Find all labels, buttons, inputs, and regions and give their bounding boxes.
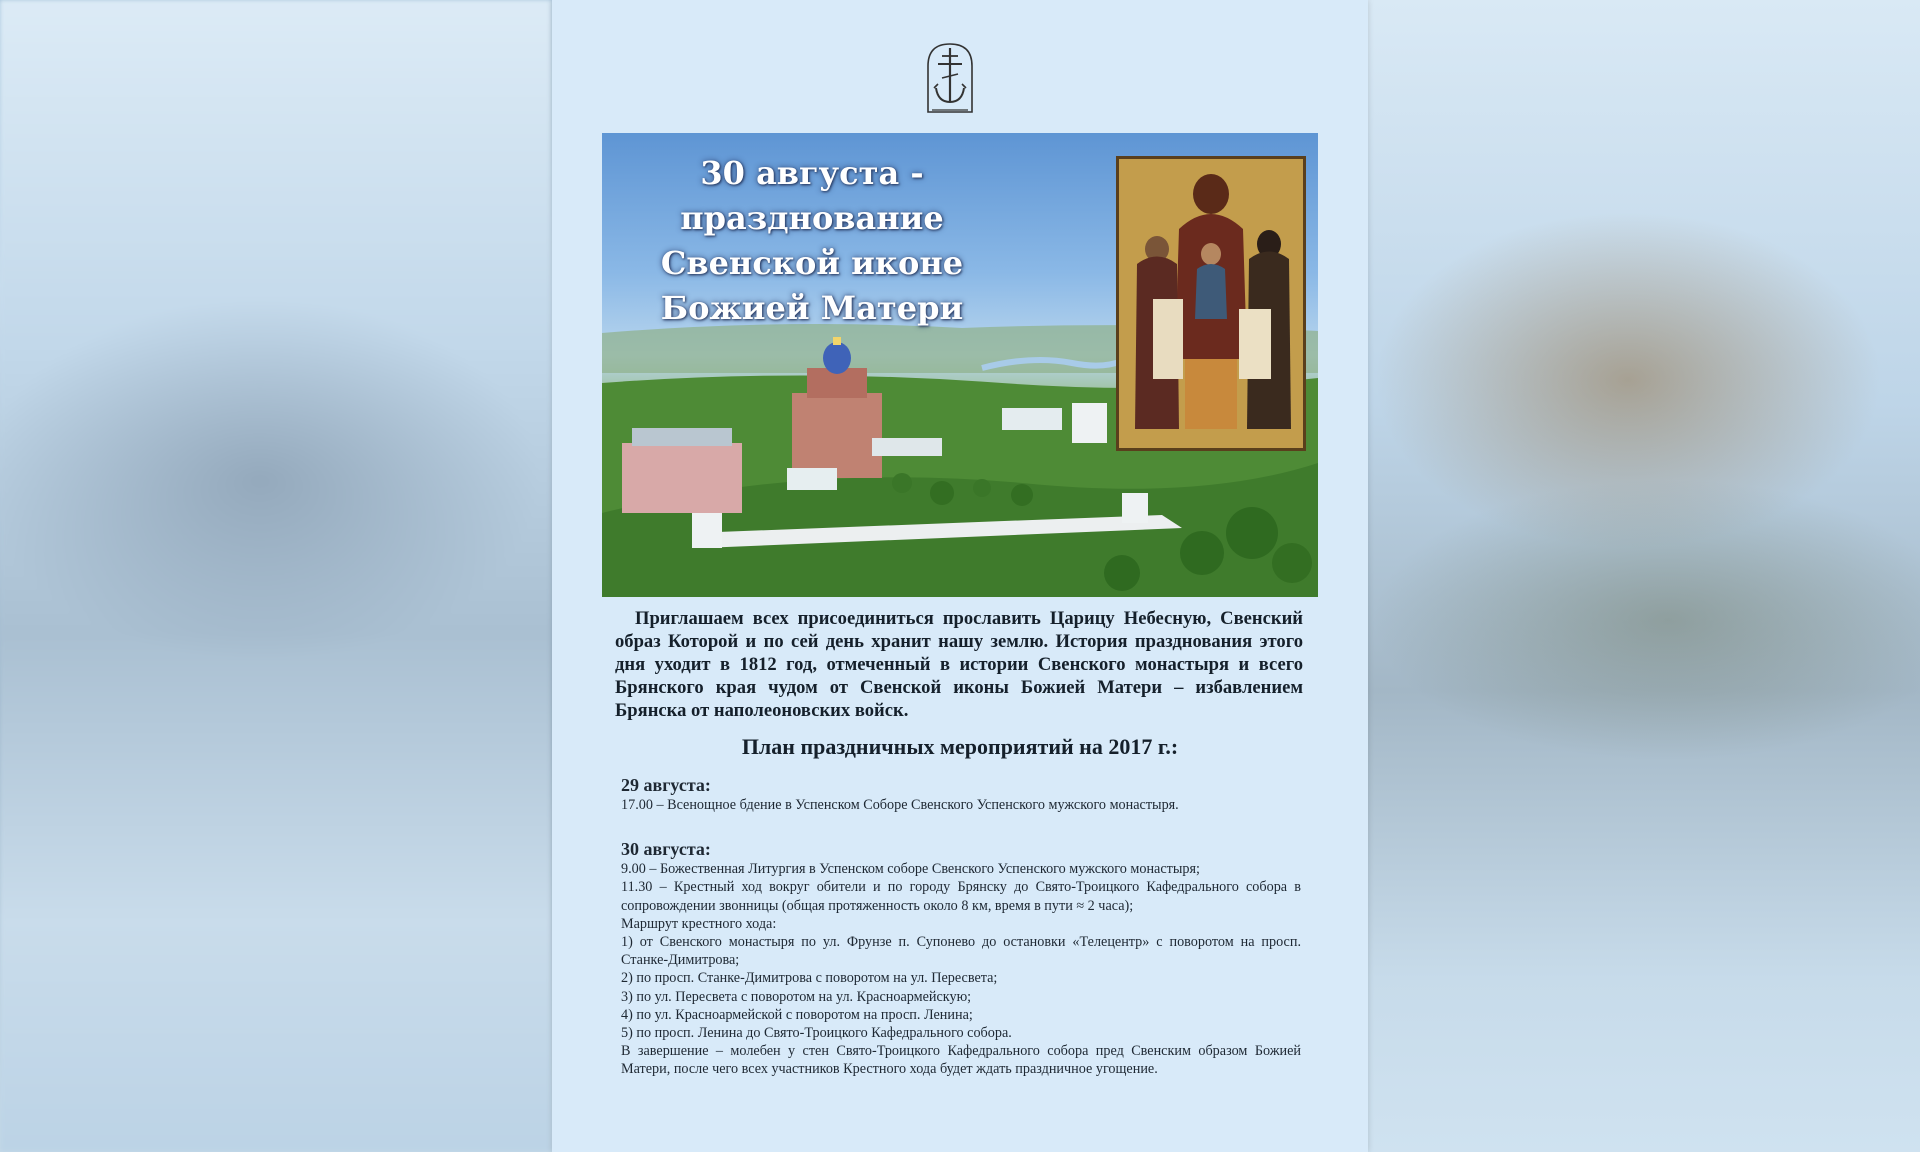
icon-figures <box>1119 159 1303 448</box>
hero-banner-photo <box>602 133 1318 597</box>
banner-title: 30 августа - празднование Свенской иконе Божией Матери <box>660 154 964 327</box>
blurred-background-left <box>0 0 552 1152</box>
schedule-line: Маршрут крестного хода: <box>621 915 777 932</box>
schedule-line: 11.30 – Крестный ход вокруг обители и по городу Брянску до Свято-Троицкого Кафедрального собора в сопровождении звонницы (общая протяженность около 8 км, время в пути ≈ 2 часа); <box>621 879 1301 914</box>
schedule-line: 9.00 – Божественная Литургия в Успенском соборе Свенского Успенского мужского монастыря; <box>621 861 1200 878</box>
spacer <box>621 814 1301 838</box>
blurred-background-right <box>1368 0 1920 1152</box>
plan-title: План праздничных мероприятий на 2017 г.: <box>741 734 1179 759</box>
schedule <box>621 774 1301 1079</box>
schedule-line: 3) по ул. Пересвета с поворотом на ул. Красноармейскую; <box>621 988 972 1005</box>
schedule-line: 4) по ул. Красноармейской с поворотом на просп. Ленина; <box>621 1006 973 1023</box>
schedule-line: В завершение – молебен у стен Свято-Троицкого Кафедрального собора пред Свенским образом Божией Матери, после чего всех участников Крестного хода будет ждать праздничное угощение. <box>621 1043 1301 1078</box>
schedule-line: 2) по просп. Станке-Димитрова с поворотом на ул. Пересвета; <box>621 970 998 987</box>
poster-document <box>552 0 1368 1152</box>
intro-paragraph: Приглашаем всех присоединиться прославить Царицу Небесную, Свенский образ Которой и по сей день хранит нашу землю. История празднования этого дня уходит в 1812 год, отмеченный в истории Свенского монастыря и всего Брянского края чудом от Свенской иконы Божией Матери – избавлением Брянска от наполеоновских войск. <box>615 608 1303 721</box>
svenskaya-icon-image <box>1116 156 1306 451</box>
schedule-line: 5) по просп. Ленина до Свято-Троицкого Кафедрального собора. <box>621 1025 1012 1042</box>
day-title: 29 августа: <box>621 775 711 795</box>
day-title: 30 августа: <box>621 839 711 860</box>
schedule-line: 1) от Свенского монастыря по ул. Фрунзе п. Супонево до остановки «Телецентр» с поворотом на просп. Станке-Димитрова; <box>621 934 1301 969</box>
schedule-line: 17.00 – Всенощное бдение в Успенском Соборе Свенского Успенского мужского монастыря. <box>621 797 1179 813</box>
monastery-emblem-icon <box>924 40 976 114</box>
